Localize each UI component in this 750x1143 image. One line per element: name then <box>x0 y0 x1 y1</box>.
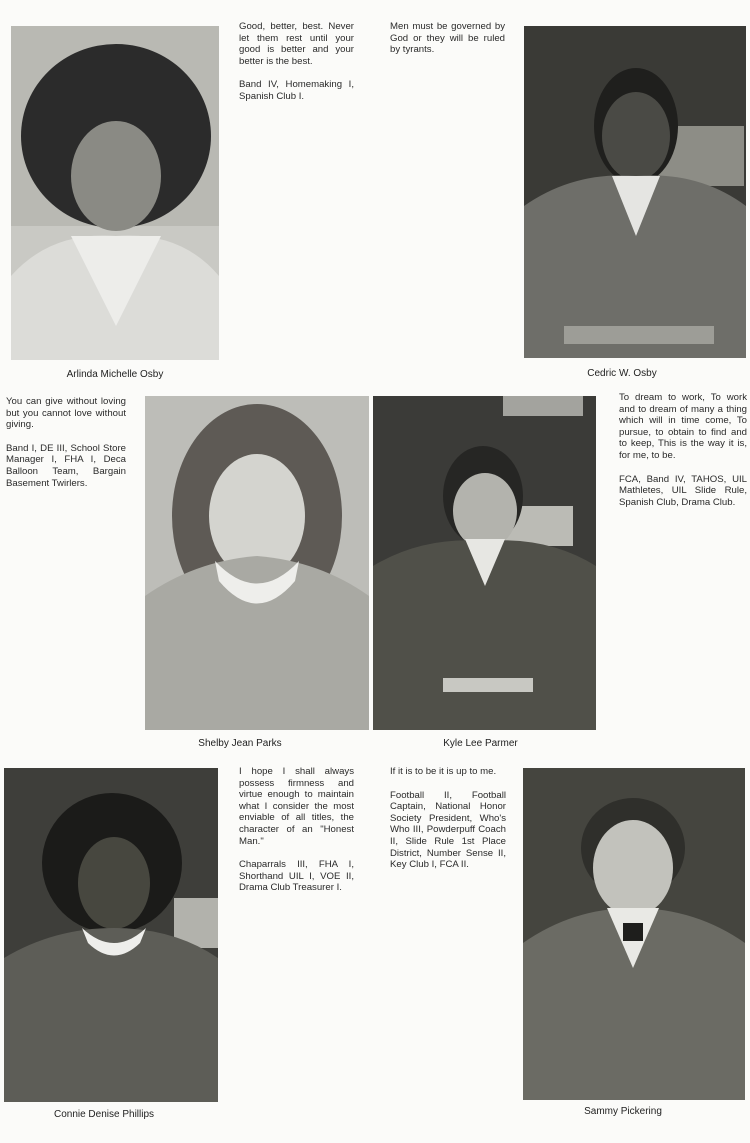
student-name-connie-phillips: Connie Denise Phillips <box>53 1109 155 1120</box>
student-activities: Band IV, Homemaking I, Spanish Club I. <box>239 79 354 102</box>
student-name-shelby-parks: Shelby Jean Parks <box>198 738 282 749</box>
student-quote: To dream to work, To work and to dream of many a thing which will in time come, To pursue, to obtain to find and to keep, This is the way it is, for me, to be. <box>619 392 747 461</box>
student-name-cedric-osby: Cedric W. Osby <box>587 368 657 379</box>
student-text-cedric-osby <box>390 21 505 68</box>
student-text-sammy-pickering <box>390 766 506 883</box>
student-activities: FCA, Band IV, TAHOS, UIL Mathletes, UIL Slide Rule, Spanish Club, Drama Club. <box>619 473 747 508</box>
student-text-shelby-parks <box>6 396 126 501</box>
student-name-sammy-pickering: Sammy Pickering <box>584 1106 662 1117</box>
student-name-arlinda-osby: Arlinda Michelle Osby <box>66 369 164 380</box>
student-quote: Men must be governed by God or they will be ruled by tyrants. <box>390 21 505 56</box>
portrait-photo-sammy-pickering <box>523 768 745 1100</box>
student-text-connie-phillips <box>239 766 354 906</box>
portrait-photo-shelby-parks <box>145 396 369 730</box>
student-quote: If it is to be it is up to me. <box>390 766 497 777</box>
portrait-photo-cedric-osby <box>524 26 746 358</box>
student-quote: You can give without loving but you cannot love without giving. <box>6 396 126 431</box>
student-text-arlinda-osby <box>239 21 354 115</box>
student-activities: Band I, DE III, School Store Manager I, FHA I, Deca Balloon Team, Bargain Basement Twirlers. <box>6 442 126 489</box>
student-quote: I hope I shall always possess firmness and virtue enough to maintain what I consider the most enviable of all titles, the character of an "Honest Man." <box>239 766 354 847</box>
portrait-photo-connie-phillips <box>4 768 218 1102</box>
portrait-photo-kyle-parmer <box>373 396 596 730</box>
student-text-kyle-parmer <box>619 392 747 520</box>
portrait-photo-arlinda-osby <box>11 26 219 360</box>
student-activities: Football II, Football Captain, National Honor Society President, Who's Who III, Powderpuff Coach II, Slide Rule 1st Place District, Number Sense II, Key Club I, FCA II. <box>390 789 506 871</box>
student-activities: Chaparrals III, FHA I, Shorthand UIL I, VOE II, Drama Club Treasurer I. <box>239 859 354 894</box>
student-quote: Good, better, best. Never let them rest until your good is better and your better is the best. <box>239 21 354 67</box>
student-name-kyle-parmer: Kyle Lee Parmer <box>443 738 518 749</box>
